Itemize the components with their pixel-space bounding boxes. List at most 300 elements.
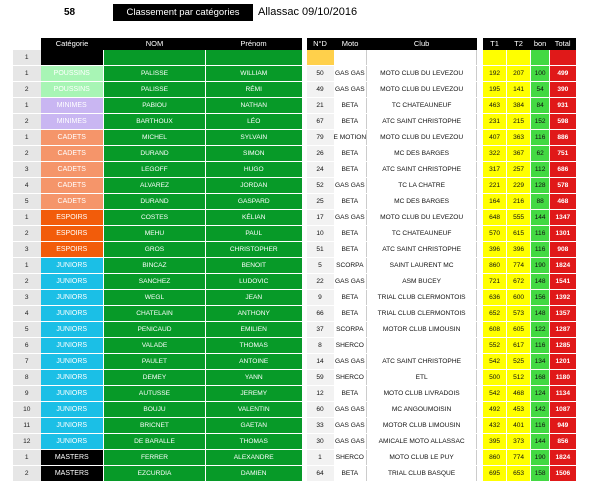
t1-cell: 407	[483, 130, 507, 146]
rank-cell: 4	[13, 306, 41, 322]
category-cell: CADETS	[41, 146, 104, 162]
bon-cell: 144	[531, 434, 550, 450]
table-row	[13, 194, 576, 210]
category-cell: JUNIORS	[41, 418, 104, 434]
t1-cell: 636	[483, 290, 507, 306]
category-cell: JUNIORS	[41, 354, 104, 370]
nd-cell: 1	[307, 450, 334, 466]
col-header-total: Total	[550, 38, 576, 50]
t2-cell: 573	[507, 306, 531, 322]
prenom-cell: THOMAS	[206, 338, 302, 354]
total-cell: 1824	[550, 258, 576, 274]
prenom-cell: VALENTIN	[206, 402, 302, 418]
nd-cell: 49	[307, 82, 334, 98]
t1-cell: 570	[483, 226, 507, 242]
category-cell: JUNIORS	[41, 274, 104, 290]
category-cell: CADETS	[41, 162, 104, 178]
t2-cell: 373	[507, 434, 531, 450]
table-row	[13, 130, 576, 146]
nom-cell: MICHEL	[104, 130, 206, 146]
t2-cell: 525	[507, 354, 531, 370]
moto-cell: SHERCO	[334, 370, 367, 386]
table-row	[13, 242, 576, 258]
bon-cell: 116	[531, 242, 550, 258]
moto-cell: BETA	[334, 162, 367, 178]
nom-cell: VALADE	[104, 338, 206, 354]
club-cell: ASM BUCEY	[367, 274, 477, 290]
prenom-cell: PAUL	[206, 226, 302, 242]
prenom-cell: ALEXANDRE	[206, 450, 302, 466]
total-cell: 856	[550, 434, 576, 450]
rank-cell: 3	[13, 242, 41, 258]
category-cell: CADETS	[41, 130, 104, 146]
club-cell: TC CHATEAUNEUF	[367, 98, 477, 114]
nd-cell: 64	[307, 466, 334, 482]
t1-cell: 721	[483, 274, 507, 290]
rank-cell: 4	[13, 178, 41, 194]
page-number: 58	[64, 7, 76, 18]
moto-cell: BETA	[334, 114, 367, 130]
rank-cell: 7	[13, 354, 41, 370]
t1-cell: 500	[483, 370, 507, 386]
bon-cell: 54	[531, 82, 550, 98]
nom-cell: CHATELAIN	[104, 306, 206, 322]
nom-cell: MEHU	[104, 226, 206, 242]
t2-cell: 672	[507, 274, 531, 290]
rank-cell: 8	[13, 370, 41, 386]
table-row	[13, 226, 576, 242]
rank-cell: 1	[13, 258, 41, 274]
category-cell: JUNIORS	[41, 258, 104, 274]
event-place-date: Allassac 09/10/2016	[258, 6, 358, 18]
prenom-cell: ANTOINE	[206, 354, 302, 370]
table-row	[13, 402, 576, 418]
col-header-categorie: Catégorie	[41, 38, 104, 50]
total-cell: 1541	[550, 274, 576, 290]
nd-cell: 21	[307, 98, 334, 114]
rank-cell: 11	[13, 418, 41, 434]
table-row	[13, 322, 576, 338]
prenom-cell: BENOIT	[206, 258, 302, 274]
prenom-cell: YANN	[206, 370, 302, 386]
rank-cell: 6	[13, 338, 41, 354]
table-row	[13, 210, 576, 226]
moto-cell: GAS GAS	[334, 418, 367, 434]
club-cell: SAINT LAURENT MC	[367, 258, 477, 274]
category-cell: CADETS	[41, 194, 104, 210]
bon-cell: 116	[531, 226, 550, 242]
table-row	[13, 338, 576, 354]
bon-cell: 144	[531, 210, 550, 226]
col-header-nom: NOM	[104, 38, 206, 50]
total-cell: 578	[550, 178, 576, 194]
club-cell: ATC SAINT CHRISTOPHE	[367, 114, 477, 130]
nd-cell: 30	[307, 434, 334, 450]
nd-cell: 50	[307, 66, 334, 82]
nom-cell: PALISSE	[104, 66, 206, 82]
nd-cell: 51	[307, 242, 334, 258]
bon-cell: 134	[531, 354, 550, 370]
club-cell: MOTO CLUB DU LEVEZOU	[367, 66, 477, 82]
moto-cell: GAS GAS	[334, 434, 367, 450]
t2-cell: 600	[507, 290, 531, 306]
rank-cell: 2	[13, 274, 41, 290]
table-row	[13, 434, 576, 450]
prenom-cell: SYLVAIN	[206, 130, 302, 146]
nd-cell: 79	[307, 130, 334, 146]
total-cell: 499	[550, 66, 576, 82]
bon-cell: 190	[531, 450, 550, 466]
t2-cell: 468	[507, 386, 531, 402]
t2-cell: 512	[507, 370, 531, 386]
rank-cell: 1	[13, 130, 41, 146]
nom-cell: COSTES	[104, 210, 206, 226]
rank-cell: 1	[13, 50, 41, 66]
nd-cell	[307, 50, 334, 66]
report-title: Classement par catégories	[113, 4, 253, 21]
category-cell: POUSSINS	[41, 82, 104, 98]
total-cell: 1134	[550, 386, 576, 402]
category-cell: CADETS	[41, 178, 104, 194]
t1-cell: 192	[483, 66, 507, 82]
bon-cell: 62	[531, 146, 550, 162]
t1-cell: 648	[483, 210, 507, 226]
nd-cell: 66	[307, 306, 334, 322]
bon-cell: 168	[531, 370, 550, 386]
col-header-moto: Moto	[334, 38, 367, 50]
club-cell: MOTOR CLUB LIMOUSIN	[367, 322, 477, 338]
t2-cell: 367	[507, 146, 531, 162]
t1-cell: 542	[483, 354, 507, 370]
category-cell: ESPOIRS	[41, 226, 104, 242]
category-cell: JUNIORS	[41, 290, 104, 306]
nom-cell: DURAND	[104, 146, 206, 162]
total-cell: 908	[550, 242, 576, 258]
nom-cell: DURAND	[104, 194, 206, 210]
header-row	[13, 38, 576, 50]
table-row	[13, 450, 576, 466]
moto-cell: GAS GAS	[334, 82, 367, 98]
prenom-cell: WILLIAM	[206, 66, 302, 82]
moto-cell: GAS GAS	[334, 402, 367, 418]
bon-cell: 84	[531, 98, 550, 114]
col-header-bon: bon	[531, 38, 550, 50]
club-cell: MC DES BARGES	[367, 194, 477, 210]
moto-cell: BETA	[334, 466, 367, 482]
category-cell: JUNIORS	[41, 402, 104, 418]
nom-cell: WEGL	[104, 290, 206, 306]
t2-cell: 216	[507, 194, 531, 210]
t1-cell	[483, 50, 507, 66]
prenom-cell: JEREMY	[206, 386, 302, 402]
total-cell: 1506	[550, 466, 576, 482]
prenom-cell: SIMON	[206, 146, 302, 162]
t2-cell: 207	[507, 66, 531, 82]
moto-cell	[334, 50, 367, 66]
total-cell: 949	[550, 418, 576, 434]
t2-cell: 653	[507, 466, 531, 482]
t1-cell: 608	[483, 322, 507, 338]
bon-cell: 152	[531, 114, 550, 130]
category-cell: JUNIORS	[41, 434, 104, 450]
bon-cell: 116	[531, 418, 550, 434]
total-cell: 931	[550, 98, 576, 114]
club-cell: MOTO CLUB DU LEVEZOU	[367, 82, 477, 98]
t2-cell	[507, 50, 531, 66]
table-row	[13, 418, 576, 434]
bon-cell: 116	[531, 338, 550, 354]
club-cell: TC LA CHATRE	[367, 178, 477, 194]
t2-cell: 396	[507, 242, 531, 258]
nd-cell: 67	[307, 114, 334, 130]
nom-cell: PALISSE	[104, 82, 206, 98]
bon-cell: 124	[531, 386, 550, 402]
t2-cell: 774	[507, 258, 531, 274]
bon-cell: 128	[531, 178, 550, 194]
table-row	[13, 50, 576, 66]
prenom-cell: JORDAN	[206, 178, 302, 194]
nom-cell: ALVAREZ	[104, 178, 206, 194]
ranking-body	[13, 50, 576, 482]
rank-cell: 1	[13, 66, 41, 82]
t1-cell: 195	[483, 82, 507, 98]
report-header	[0, 4, 600, 22]
nd-cell: 5	[307, 258, 334, 274]
club-cell	[367, 338, 477, 354]
table-row	[13, 274, 576, 290]
bon-cell: 122	[531, 322, 550, 338]
t2-cell: 257	[507, 162, 531, 178]
t1-cell: 463	[483, 98, 507, 114]
table-row	[13, 66, 576, 82]
t2-cell: 141	[507, 82, 531, 98]
bon-cell: 158	[531, 466, 550, 482]
moto-cell: GAS GAS	[334, 66, 367, 82]
nom-cell: PABIOU	[104, 98, 206, 114]
table-row	[13, 466, 576, 482]
bon-cell: 112	[531, 162, 550, 178]
table-row	[13, 354, 576, 370]
nom-cell	[104, 50, 206, 66]
club-cell	[367, 50, 477, 66]
nom-cell: BOUJU	[104, 402, 206, 418]
nom-cell: PENICAUD	[104, 322, 206, 338]
bon-cell: 156	[531, 290, 550, 306]
t2-cell: 617	[507, 338, 531, 354]
table-row	[13, 306, 576, 322]
rank-cell: 1	[13, 450, 41, 466]
rank-cell: 2	[13, 466, 41, 482]
col-header-nd: N°D	[307, 38, 334, 50]
rank-cell: 5	[13, 322, 41, 338]
nd-cell: 52	[307, 178, 334, 194]
prenom-cell: RÉMI	[206, 82, 302, 98]
rank-cell: 2	[13, 146, 41, 162]
nd-cell: 60	[307, 402, 334, 418]
nom-cell: BARTHOUX	[104, 114, 206, 130]
category-cell: MASTERS	[41, 466, 104, 482]
prenom-cell: HUGO	[206, 162, 302, 178]
nd-cell: 9	[307, 290, 334, 306]
club-cell: TRIAL CLUB CLERMONTOIS	[367, 290, 477, 306]
moto-cell: GAS GAS	[334, 210, 367, 226]
moto-cell: GAS GAS	[334, 178, 367, 194]
club-cell: MOTO CLUB DU LEVEZOU	[367, 210, 477, 226]
rank-cell: 1	[13, 210, 41, 226]
prenom-cell: EMILIEN	[206, 322, 302, 338]
prenom-cell: ANTHONY	[206, 306, 302, 322]
club-cell: ATC SAINT CHRISTOPHE	[367, 242, 477, 258]
nom-cell: FERRER	[104, 450, 206, 466]
prenom-cell: JEAN	[206, 290, 302, 306]
rank-cell: 2	[13, 82, 41, 98]
prenom-cell: GAETAN	[206, 418, 302, 434]
rank-cell: 5	[13, 194, 41, 210]
club-cell: MC DES BARGES	[367, 146, 477, 162]
club-cell: TC CHATEAUNEUF	[367, 226, 477, 242]
t1-cell: 432	[483, 418, 507, 434]
bon-cell: 116	[531, 130, 550, 146]
prenom-cell: LUDOVIC	[206, 274, 302, 290]
bon-cell: 148	[531, 306, 550, 322]
t1-cell: 221	[483, 178, 507, 194]
table-row	[13, 370, 576, 386]
prenom-cell: LÉO	[206, 114, 302, 130]
bon-cell	[531, 50, 550, 66]
category-cell: ESPOIRS	[41, 210, 104, 226]
club-cell: ATC SAINT CHRISTOPHE	[367, 354, 477, 370]
club-cell: MOTOR CLUB LIMOUSIN	[367, 418, 477, 434]
total-cell: 1347	[550, 210, 576, 226]
club-cell: MOTO CLUB LE PUY	[367, 450, 477, 466]
nd-cell: 8	[307, 338, 334, 354]
total-cell: 1287	[550, 322, 576, 338]
nd-cell: 37	[307, 322, 334, 338]
nom-cell: DEMEY	[104, 370, 206, 386]
total-cell: 1285	[550, 338, 576, 354]
rank-cell: 10	[13, 402, 41, 418]
moto-cell: BETA	[334, 194, 367, 210]
table-row	[13, 146, 576, 162]
total-cell	[550, 50, 576, 66]
moto-cell: GAS GAS	[334, 274, 367, 290]
t2-cell: 215	[507, 114, 531, 130]
col-header-club: Club	[367, 38, 477, 50]
total-cell: 598	[550, 114, 576, 130]
nom-cell: BRICNET	[104, 418, 206, 434]
moto-cell: BETA	[334, 226, 367, 242]
bon-cell: 100	[531, 66, 550, 82]
moto-cell: SCORPA	[334, 322, 367, 338]
nd-cell: 59	[307, 370, 334, 386]
moto-cell: SCORPA	[334, 258, 367, 274]
category-cell: MINIMES	[41, 98, 104, 114]
total-cell: 886	[550, 130, 576, 146]
table-row	[13, 162, 576, 178]
moto-cell: SHERCO	[334, 450, 367, 466]
moto-cell: GAS GAS	[334, 354, 367, 370]
club-cell: MC ANGOUMOISIN	[367, 402, 477, 418]
rank-cell: 9	[13, 386, 41, 402]
club-cell: TRIAL CLUB CLERMONTOIS	[367, 306, 477, 322]
total-cell: 1301	[550, 226, 576, 242]
category-cell: MINIMES	[41, 114, 104, 130]
t1-cell: 396	[483, 242, 507, 258]
total-cell: 1392	[550, 290, 576, 306]
nd-cell: 12	[307, 386, 334, 402]
nd-cell: 24	[307, 162, 334, 178]
t2-cell: 453	[507, 402, 531, 418]
category-cell: JUNIORS	[41, 338, 104, 354]
nd-cell: 10	[307, 226, 334, 242]
total-cell: 390	[550, 82, 576, 98]
prenom-cell	[206, 50, 302, 66]
rank-cell: 2	[13, 226, 41, 242]
category-cell: JUNIORS	[41, 370, 104, 386]
nom-cell: LEGOFF	[104, 162, 206, 178]
moto-cell: SHERCO	[334, 338, 367, 354]
t2-cell: 615	[507, 226, 531, 242]
nom-cell: PAULET	[104, 354, 206, 370]
table-row	[13, 258, 576, 274]
category-cell: ESPOIRS	[41, 242, 104, 258]
t1-cell: 652	[483, 306, 507, 322]
prenom-cell: CHRISTOPHER	[206, 242, 302, 258]
col-header-t1: T1	[483, 38, 507, 50]
rank-cell: 3	[13, 290, 41, 306]
col-header-t2: T2	[507, 38, 531, 50]
total-cell: 751	[550, 146, 576, 162]
category-cell: JUNIORS	[41, 386, 104, 402]
table-row	[13, 290, 576, 306]
total-cell: 1357	[550, 306, 576, 322]
moto-cell: E MOTION	[334, 130, 367, 146]
nd-cell: 26	[307, 146, 334, 162]
table-row	[13, 82, 576, 98]
club-cell: ETL	[367, 370, 477, 386]
nom-cell: AUTUSSE	[104, 386, 206, 402]
rank-cell: 2	[13, 114, 41, 130]
club-cell: MOTO CLUB DU LEVEZOU	[367, 130, 477, 146]
prenom-cell: THOMAS	[206, 434, 302, 450]
table-row	[13, 386, 576, 402]
nd-cell: 14	[307, 354, 334, 370]
bon-cell: 142	[531, 402, 550, 418]
moto-cell: BETA	[334, 242, 367, 258]
prenom-cell: DAMIEN	[206, 466, 302, 482]
category-cell: JUNIORS	[41, 306, 104, 322]
nom-cell: GROS	[104, 242, 206, 258]
bon-cell: 148	[531, 274, 550, 290]
t2-cell: 229	[507, 178, 531, 194]
t2-cell: 401	[507, 418, 531, 434]
ranking-table	[12, 38, 576, 482]
moto-cell: BETA	[334, 98, 367, 114]
club-cell: AMICALE MOTO ALLASSAC	[367, 434, 477, 450]
rank-header	[13, 38, 41, 50]
moto-cell: BETA	[334, 306, 367, 322]
t2-cell: 605	[507, 322, 531, 338]
table-row	[13, 178, 576, 194]
prenom-cell: GASPARD	[206, 194, 302, 210]
col-header-prenom: Prénom	[206, 38, 302, 50]
t2-cell: 774	[507, 450, 531, 466]
nom-cell: DE BARALLE	[104, 434, 206, 450]
total-cell: 1824	[550, 450, 576, 466]
category-cell: JUNIORS	[41, 322, 104, 338]
moto-cell: BETA	[334, 386, 367, 402]
rank-cell: 12	[13, 434, 41, 450]
